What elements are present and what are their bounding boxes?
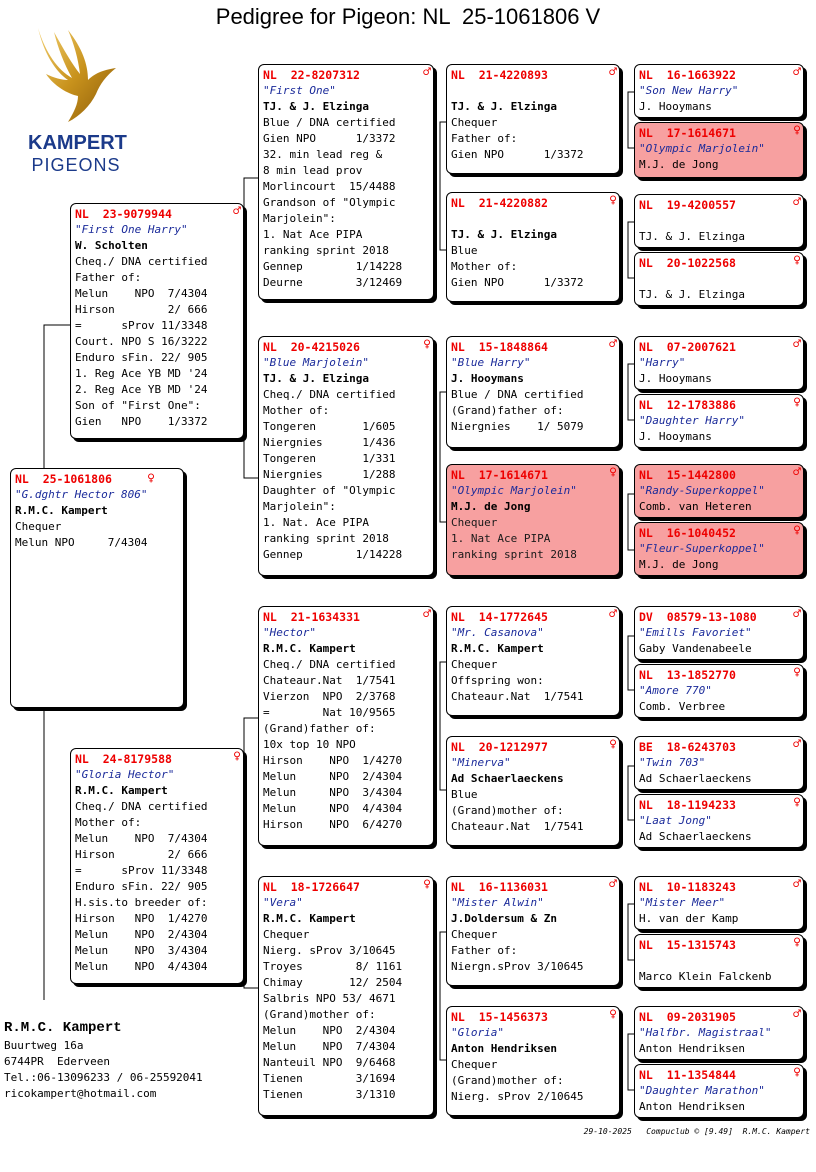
pigeon-name: "Vera": [263, 896, 303, 909]
ggp-card[interactable]: [634, 664, 804, 718]
pigeon-name: [639, 953, 799, 969]
female-icon: ♀: [793, 935, 801, 950]
ring-number: NL 15-1456373: [451, 1010, 548, 1024]
pigeon-name: "Fleur-Superkoppel": [639, 542, 765, 555]
ggp-card[interactable]: [634, 736, 804, 790]
male-icon: ♂: [233, 204, 241, 219]
owner-name: Comb. Verbree: [639, 700, 726, 713]
ggp-card[interactable]: [634, 194, 804, 248]
ggp-card[interactable]: [634, 606, 804, 660]
sss-card[interactable]: [446, 64, 620, 174]
pigeon-name: "First One Harry": [75, 223, 188, 236]
detail-line: Melun NPO 3/4304: [263, 786, 403, 799]
detail-line: Melun NPO 3/4304: [75, 944, 208, 957]
ring-number: NL 18-1194233: [639, 798, 736, 812]
female-icon: ♀: [793, 123, 801, 138]
detail-line: Gien NPO 1/3372: [75, 415, 208, 428]
ring-number: NL 15-1442800: [639, 468, 736, 482]
print-stamp: 29-10-2025 Compuclub © [9.49] R.M.C. Kampert: [583, 1127, 810, 1136]
owner-name: R.M.C. Kampert: [75, 784, 168, 797]
detail-line: Chequer: [451, 928, 498, 941]
sdd-card[interactable]: [446, 464, 620, 576]
owner-name: Ad Schaerlaeckens: [639, 830, 752, 843]
detail-line: Hirson NPO 1/4270: [263, 754, 403, 767]
pigeon-name: "Harry": [639, 356, 686, 369]
female-icon: ♀: [793, 665, 801, 680]
male-icon: ♂: [793, 737, 801, 752]
male-icon: ♂: [609, 65, 617, 80]
owner-name: Comb. van Heteren: [639, 500, 752, 513]
dam-card[interactable]: [70, 748, 244, 984]
breeder-address-block: [4, 1018, 203, 1102]
subject-pigeon-card[interactable]: [10, 468, 184, 708]
female-icon: ♀: [793, 523, 801, 538]
detail-line: Chequer: [451, 1058, 498, 1071]
breeder-phone: Tel.:06-13096233 / 06-25592041: [4, 1071, 203, 1084]
detail-line: = sProv 11/3348: [75, 864, 208, 877]
ggp-card[interactable]: [634, 1064, 804, 1118]
ggp-card[interactable]: [634, 336, 804, 390]
owner-name: M.J. de Jong: [451, 500, 531, 513]
page-title: Pedigree for Pigeon: NL 25-1061806 V: [215, 4, 601, 29]
pigeon-name: [451, 211, 615, 227]
ssd-card[interactable]: [446, 192, 620, 302]
owner-name: J. Hooymans: [451, 372, 524, 385]
pigeon-name: "First One": [263, 84, 336, 97]
detail-line: (Grand)mother of:: [263, 1008, 376, 1021]
pigeon-name: [639, 271, 799, 287]
male-icon: ♂: [793, 337, 801, 352]
male-icon: ♂: [793, 465, 801, 480]
ring-number: NL 22-8207312: [263, 68, 360, 82]
detail-line: Blue: [451, 788, 478, 801]
detail-line: Daughter of "Olympic: [263, 484, 396, 497]
breeder-street: Buurtweg 16a: [4, 1039, 84, 1052]
pigeon-name: "Mister Meer": [639, 896, 726, 909]
logo-text-pigeons: PIGEONS: [31, 155, 121, 175]
pigeon-name: "Randy-Superkoppel": [639, 484, 765, 497]
detail-line: 1. Nat. Ace PIPA: [263, 516, 369, 529]
detail-line: (Grand)mother of:: [451, 1074, 564, 1087]
ring-number: NL 11-1354844: [639, 1068, 736, 1082]
male-icon: ♂: [793, 65, 801, 80]
pigeon-name: "Hector": [263, 626, 316, 639]
male-icon: ♂: [423, 607, 431, 622]
female-icon: ♀: [423, 337, 431, 352]
breeder-city: 6744PR Ederveen: [4, 1055, 110, 1068]
dss-card[interactable]: [446, 606, 620, 716]
male-icon: ♂: [793, 195, 801, 210]
detail-line: Gien NPO 1/3372: [263, 132, 396, 145]
owner-name: TJ. & J. Elzinga: [451, 100, 557, 113]
owner-name: TJ. & J. Elzinga: [263, 100, 369, 113]
owner-name: M.J. de Jong: [639, 158, 719, 171]
detail-line: 1. Nat Ace PIPA: [451, 532, 551, 545]
male-icon: ♂: [793, 877, 801, 892]
sds-card[interactable]: [446, 336, 620, 448]
detail-line: 1. Reg Ace YB MD '24: [75, 367, 208, 380]
detail-line: Grandson of "Olympic: [263, 196, 396, 209]
pigeon-name: "Mr. Casanova": [451, 626, 544, 639]
pigeon-name: "Olympic Marjolein": [451, 484, 577, 497]
detail-line: (Grand)father of:: [451, 404, 564, 417]
detail-line: Chequer: [451, 116, 498, 129]
detail-line: H.sis.to breeder of:: [75, 896, 208, 909]
sire-sire-card[interactable]: [258, 64, 434, 300]
ring-number: NL 21-1634331: [263, 610, 360, 624]
female-icon: ♀: [609, 193, 617, 208]
ring-number: NL 09-2031905: [639, 1010, 736, 1024]
pigeon-name: "Mister Alwin": [451, 896, 544, 909]
ddd-card[interactable]: [446, 1006, 620, 1116]
ring-number: NL 25-1061806: [15, 472, 112, 486]
detail-line: Melun NPO 4/4304: [75, 960, 208, 973]
pigeon-name: [451, 83, 615, 99]
detail-line: Hirson NPO 1/4270: [75, 912, 208, 925]
detail-line: Niergnies 1/288: [263, 468, 396, 481]
ring-number: NL 24-8179588: [75, 752, 172, 766]
pigeon-name: "Olympic Marjolein": [639, 142, 765, 155]
ggp-card[interactable]: [634, 522, 804, 576]
detail-line: 8 min lead prov: [263, 164, 363, 177]
female-icon: ♀: [793, 253, 801, 268]
pigeon-name: "Minerva": [451, 756, 511, 769]
owner-name: R.M.C. Kampert: [263, 912, 356, 925]
owner-name: Anton Hendriksen: [639, 1100, 745, 1113]
ring-number: NL 20-1022568: [639, 256, 736, 270]
sire-card[interactable]: [70, 203, 244, 439]
detail-line: Court. NPO S 16/3222: [75, 335, 208, 348]
detail-line: Hirson 2/ 666: [75, 848, 208, 861]
owner-name: R.M.C. Kampert: [15, 504, 108, 517]
detail-line: Chequer: [451, 516, 498, 529]
ring-number: NL 19-4200557: [639, 198, 736, 212]
detail-line: Melun NPO 2/4304: [263, 1024, 396, 1037]
detail-line: Chimay 12/ 2504: [263, 976, 403, 989]
male-icon: ♂: [793, 1007, 801, 1022]
ggp-card[interactable]: [634, 1006, 804, 1060]
female-icon: ♀: [423, 877, 431, 892]
detail-line: Deurne 3/12469: [263, 276, 403, 289]
sire-dam-card[interactable]: [258, 336, 434, 576]
female-icon: ♀: [609, 465, 617, 480]
detail-line: ranking sprint 2018: [451, 548, 577, 561]
male-icon: ♂: [793, 607, 801, 622]
ggp-card[interactable]: [634, 794, 804, 848]
detail-line: Tongeren 1/605: [263, 420, 396, 433]
ring-number: NL 16-1663922: [639, 68, 736, 82]
ggp-card[interactable]: [634, 64, 804, 118]
pigeon-name: "Halfbr. Magistraal": [639, 1026, 772, 1039]
detail-line: Chequer: [263, 928, 310, 941]
ggp-card[interactable]: [634, 394, 804, 448]
female-icon: ♀: [609, 737, 617, 752]
dds-card[interactable]: [446, 876, 620, 986]
ring-number: NL 16-1136031: [451, 880, 548, 894]
ring-number: NL 17-1614671: [451, 468, 548, 482]
male-icon: ♂: [609, 337, 617, 352]
detail-line: Melun NPO 2/4304: [75, 928, 208, 941]
detail-line: Mother of:: [451, 260, 518, 273]
ring-number: BE 18-6243703: [639, 740, 736, 754]
detail-line: Gien NPO 1/3372: [451, 148, 584, 161]
female-icon: ♀: [233, 749, 241, 764]
detail-line: Chateaur.Nat 1/7541: [263, 674, 396, 687]
ggp-card[interactable]: [634, 122, 804, 178]
detail-line: Morlincourt 15/4488: [263, 180, 396, 193]
ring-number: NL 15-1315743: [639, 938, 736, 952]
male-icon: ♂: [609, 877, 617, 892]
owner-name: TJ. & J. Elzinga: [263, 372, 369, 385]
detail-line: Chateaur.Nat 1/7541: [451, 820, 584, 833]
owner-name: W. Scholten: [75, 239, 148, 252]
ring-number: NL 16-1040452: [639, 526, 736, 540]
owner-name: R.M.C. Kampert: [451, 642, 544, 655]
ring-number: NL 10-1183243: [639, 880, 736, 894]
ring-number: NL 21-4220882: [451, 196, 548, 210]
breeder-email: ricokampert@hotmail.com: [4, 1087, 157, 1100]
female-icon: ♀: [609, 1007, 617, 1022]
detail-line: Tongeren 1/331: [263, 452, 396, 465]
dam-dam-card[interactable]: [258, 876, 434, 1116]
logo-text-kampert: KAMPERT: [28, 132, 127, 154]
detail-line: Mother of:: [263, 404, 330, 417]
detail-line: Enduro sFin. 22/ 905: [75, 351, 208, 364]
breeder-name: R.M.C. Kampert: [4, 1020, 122, 1036]
owner-name: Ad Schaerlaeckens: [639, 772, 752, 785]
detail-line: Blue: [451, 244, 478, 257]
owner-name: TJ. & J. Elzinga: [451, 228, 557, 241]
detail-line: Cheq./ DNA certified: [263, 388, 396, 401]
detail-line: Nanteuil NPO 9/6468: [263, 1056, 396, 1069]
pigeon-name: "G.dghtr Hector 806": [15, 488, 148, 501]
owner-name: J. Hooymans: [639, 100, 712, 113]
detail-line: Son of "First One":: [75, 399, 201, 412]
detail-line: Niergnies 1/436: [263, 436, 396, 449]
ring-number: NL 13-1852770: [639, 668, 736, 682]
ring-number: DV 08579-13-1080: [639, 610, 757, 624]
detail-line: 32. min lead reg &: [263, 148, 383, 161]
pigeon-name: "Son New Harry": [639, 84, 739, 97]
ring-number: NL 20-4215026: [263, 340, 360, 354]
female-icon: ♀: [147, 471, 155, 486]
detail-line: Marjolein":: [263, 212, 336, 225]
detail-line: ranking sprint 2018: [263, 244, 389, 257]
detail-line: Melun NPO 7/4304: [15, 536, 148, 549]
detail-line: Father of:: [451, 132, 518, 145]
owner-name: Ad Schaerlaeckens: [451, 772, 564, 785]
detail-line: Father of:: [75, 271, 142, 284]
detail-line: Chequer: [15, 520, 62, 533]
ring-number: NL 12-1783886: [639, 398, 736, 412]
detail-line: Cheq./ DNA certified: [263, 658, 396, 671]
detail-line: Melun NPO 2/4304: [263, 770, 403, 783]
female-icon: ♀: [793, 395, 801, 410]
detail-line: Gennep 1/14228: [263, 548, 403, 561]
pigeon-name: "Daughter Marathon": [639, 1084, 765, 1097]
detail-line: Father of:: [451, 944, 518, 957]
detail-line: Melun NPO 7/4304: [75, 287, 208, 300]
ring-number: NL 18-1726647: [263, 880, 360, 894]
detail-line: Melun NPO 7/4304: [75, 832, 208, 845]
detail-line: Hirson 2/ 666: [75, 303, 208, 316]
detail-line: 2. Reg Ace YB MD '24: [75, 383, 208, 396]
detail-line: Nierg. sProv 3/10645: [263, 944, 396, 957]
pigeon-name: "Gloria": [451, 1026, 504, 1039]
detail-line: ranking sprint 2018: [263, 532, 389, 545]
detail-line: 1. Nat Ace PIPA: [263, 228, 363, 241]
detail-line: 10x top 10 NPO: [263, 738, 356, 751]
detail-line: Melun NPO 7/4304: [263, 1040, 396, 1053]
detail-line: Offspring won:: [451, 674, 544, 687]
owner-name: TJ. & J. Elzinga: [639, 230, 745, 243]
detail-line: = sProv 11/3348: [75, 319, 208, 332]
detail-line: Nierg. sProv 2/10645: [451, 1090, 584, 1103]
owner-name: H. van der Kamp: [639, 912, 739, 925]
detail-line: Cheq./ DNA certified: [75, 800, 208, 813]
female-icon: ♀: [793, 795, 801, 810]
dsd-card[interactable]: [446, 736, 620, 846]
female-icon: ♀: [793, 1065, 801, 1080]
pigeon-name: "Blue Harry": [451, 356, 531, 369]
detail-line: Tienen 3/1310: [263, 1088, 396, 1101]
detail-line: Niergnies 1/ 5079: [451, 420, 584, 433]
pigeon-name: "Emills Favoriet": [639, 626, 752, 639]
ggp-card[interactable]: [634, 934, 804, 988]
owner-name: Anton Hendriksen: [639, 1042, 745, 1055]
ring-number: NL 21-4220893: [451, 68, 548, 82]
dam-sire-card[interactable]: [258, 606, 434, 846]
pigeon-name: "Gloria Hector": [75, 768, 175, 781]
detail-line: Enduro sFin. 22/ 905: [75, 880, 208, 893]
pigeon-name: "Amore 770": [639, 684, 712, 697]
detail-line: Niergn.sProv 3/10645: [451, 960, 584, 973]
detail-line: Gien NPO 1/3372: [451, 276, 584, 289]
ring-number: NL 17-1614671: [639, 126, 736, 140]
detail-line: Troyes 8/ 1161: [263, 960, 403, 973]
owner-name: J. Hooymans: [639, 372, 712, 385]
ring-number: NL 14-1772645: [451, 610, 548, 624]
detail-line: Hirson NPO 6/4270: [263, 818, 403, 831]
pigeon-name: "Twin 703": [639, 756, 706, 769]
ring-number: NL 15-1848864: [451, 340, 548, 354]
owner-name: Anton Hendriksen: [451, 1042, 557, 1055]
ring-number: NL 20-1212977: [451, 740, 548, 754]
detail-line: Vierzon NPO 2/3768: [263, 690, 396, 703]
owner-name: M.J. de Jong: [639, 558, 719, 571]
detail-line: Gennep 1/14228: [263, 260, 403, 273]
ggp-card[interactable]: [634, 252, 804, 306]
detail-line: Blue / DNA certified: [451, 388, 584, 401]
owner-name: TJ. & J. Elzinga: [639, 288, 745, 301]
owner-name: Gaby Vandenabeele: [639, 642, 752, 655]
owner-name: R.M.C. Kampert: [263, 642, 356, 655]
male-icon: ♂: [423, 65, 431, 80]
pigeon-name: "Blue Marjolein": [263, 356, 369, 369]
ring-number: NL 07-2007621: [639, 340, 736, 354]
ggp-card[interactable]: [634, 876, 804, 930]
detail-line: = Nat 10/9565: [263, 706, 396, 719]
detail-line: Chequer: [451, 658, 498, 671]
pigeon-name: "Daughter Harry": [639, 414, 745, 427]
pigeon-name: "Laat Jong": [639, 814, 712, 827]
detail-line: Blue / DNA certified: [263, 116, 396, 129]
pigeon-name: [639, 213, 799, 229]
ggp-card[interactable]: [634, 464, 804, 518]
detail-line: (Grand)mother of:: [451, 804, 564, 817]
ring-number: NL 23-9079944: [75, 207, 172, 221]
detail-line: Melun NPO 4/4304: [263, 802, 403, 815]
owner-name: J.Doldersum & Zn: [451, 912, 557, 925]
detail-line: Mother of:: [75, 816, 142, 829]
detail-line: Marjolein":: [263, 500, 336, 513]
detail-line: Chateaur.Nat 1/7541: [451, 690, 584, 703]
male-icon: ♂: [609, 607, 617, 622]
detail-line: (Grand)father of:: [263, 722, 376, 735]
detail-line: Salbris NPO 53/ 4671: [263, 992, 396, 1005]
detail-line: Cheq./ DNA certified: [75, 255, 208, 268]
owner-name: J. Hooymans: [639, 430, 712, 443]
detail-line: Tienen 3/1694: [263, 1072, 396, 1085]
owner-name: Marco Klein Falckenb: [639, 970, 772, 983]
